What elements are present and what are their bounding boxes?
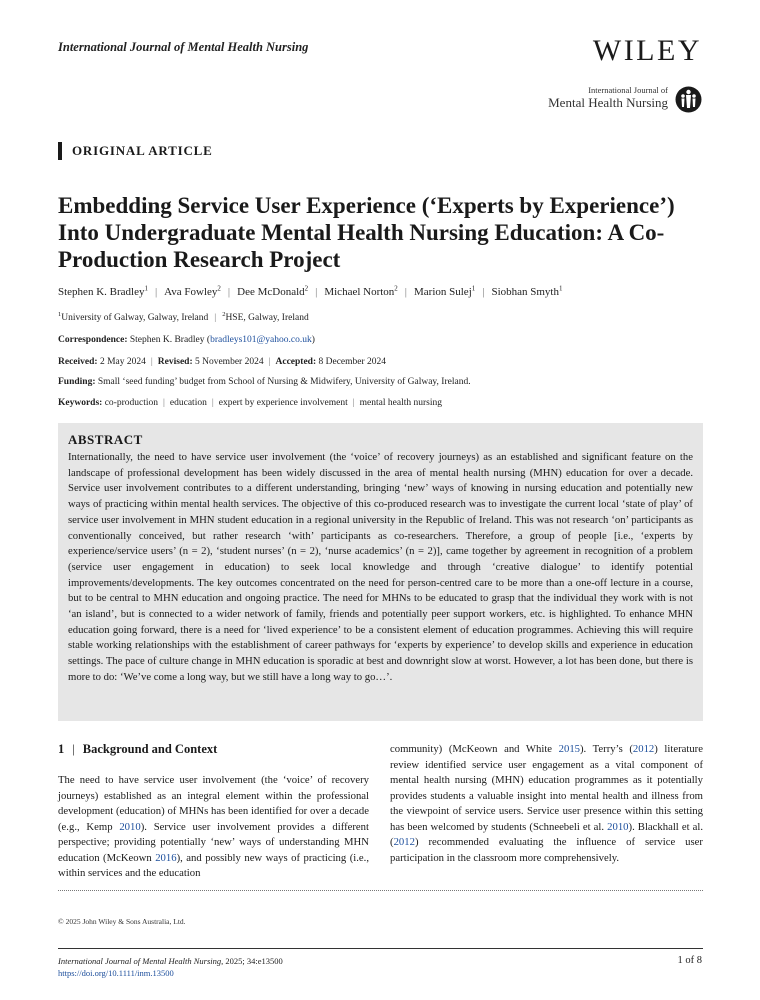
body-left-column	[58, 742, 369, 882]
abstract-box	[58, 423, 703, 721]
footnote-divider	[58, 890, 703, 891]
keyword[interactable]: expert by experience involvement	[218, 398, 348, 408]
journal-logo-text	[548, 86, 668, 111]
author-name[interactable]: Marion Sulej$^1$	[414, 284, 476, 298]
keyword[interactable]: co-production	[104, 398, 158, 408]
journal-logo[interactable]	[502, 86, 702, 116]
page-number: 1 of 8	[677, 955, 702, 966]
author-name[interactable]: Ava Fowley$^2$	[164, 284, 221, 298]
publisher-logo[interactable]: WILEY	[592, 34, 702, 67]
doi-link[interactable]: https://doi.org/10.1111/inm.13500	[58, 968, 174, 978]
article-type-label: ORIGINAL ARTICLE	[58, 142, 213, 160]
citation-link[interactable]: 2015	[558, 743, 580, 755]
footer-divider	[58, 948, 703, 949]
citation-link[interactable]: 2012	[393, 836, 415, 848]
citation-link[interactable]: 2016	[155, 851, 177, 864]
author-name[interactable]: Stephen K. Bradley$^1$	[58, 284, 148, 298]
keywords-line: Keywords: co-production | education | expert by experience involvement | mental health nursing	[58, 398, 442, 408]
citation-link[interactable]: 2010	[607, 820, 629, 833]
body-paragraph: The need to have service user involvement (the ‘voice’ of recovery journeys) established as an integral element within the professional development (education) of MHNs has been identified for over a decade (e.g., Kemp 2010). Service user involvement provides a different perspective; providing potentially ‘new’ ways of understanding MHN education (McKeown 2016), and possibly new ways of practicing (i.e., within services and the education	[58, 774, 370, 879]
body-right-column	[390, 742, 703, 866]
dates-line: Received: 2 May 2024 | Revised: 5 November 2024 | Accepted: 8 December 2024	[58, 357, 387, 367]
journal-logo-line1: International Journal of	[588, 85, 668, 95]
affiliations: $^1$University of Galway, Galway, Ireland | $^2$HSE, Galway, Ireland	[58, 311, 309, 324]
citation-link[interactable]: 2010	[119, 820, 141, 833]
nursing-emblem-icon	[675, 86, 702, 113]
author-name[interactable]: Dee McDonald$^2$	[237, 284, 309, 298]
journal-header-name: International Journal of Mental Health Nursing	[58, 40, 309, 54]
author-name[interactable]: Michael Norton$^2$	[324, 284, 398, 298]
section-heading: 1 | Background and Context	[58, 742, 218, 756]
abstract-text: Internationally, the need to have service user involvement (the ‘voice’ of recovery journeys) as an established and significant feature on the landscape of professional development has been widely discussed in the area of mental health nursing (MHN) education for over a decade. Service user involvement contributes to a different understanding, bringing ‘new’ ways of knowing in nursing education and potentially new ways of practicing within mental health services. The objective of this co-produced research was to investigate the current local ‘state of play’ of service user involvement in MHN student education in a regional university in the Republic of Ireland. This was not research ‘on’ participants as conventionally conceived, but rather research ‘with’ participants as co-researchers. Therefore, a group of people [i.e., ‘experts by experience/service users’ (n = 2), ‘student nurses’ (n = 2), ‘nurse academics’ (n = 2)], came together by agreement in recognition of a problem (service user engagement in education) to seek local knowledge and through ‘creative dialogue’ to identify potential improvements/developments. The key outcomes concentrated on the need for person-centred care to be more than a one-off lecture in a course, but to be central to MHN education and ongoing practice. The need for MHNs to be educated to grasp that the individual they work with is not ‘an island’, but is connected to a wider network of family, friends and potentially peer support workers, etc. is highlighted. To enhance MHN education going forward, there is a need for ‘lived experience’ to be a consistent element of education programmes. Achieving this will require stable working relationships with the establishment of career pathways for ‘experts by experience’ to develop skills and experience in education settings. The pace of culture change in MHN education is sporadic at best and downright slow at worst. However, a lot has been done, but there is more to do: ‘We’ve come a long way, but we still have a long way to go…’.	[68, 451, 693, 683]
correspondence-email-link[interactable]: bradleys101@yahoo.co.uk	[210, 335, 312, 345]
article-title: Embedding Service User Experience (‘Experts by Experience’) Into Undergraduate Mental Health Nursing Education: A Co-Production Research Project	[58, 193, 675, 272]
keyword[interactable]: education	[169, 398, 207, 408]
copyright-notice: © 2025 John Wiley & Sons Australia, Ltd.	[58, 917, 186, 926]
citation-link[interactable]: 2012	[632, 743, 655, 755]
funding-line: Funding: Small ‘seed funding’ budget from School of Nursing & Midwifery, University of Galway, Ireland.	[58, 377, 471, 387]
journal-logo-line2: Mental Health Nursing	[548, 94, 668, 110]
keyword[interactable]: mental health nursing	[359, 398, 442, 408]
author-list: Stephen K. Bradley$^1$ | Ava Fowley$^2$ | Dee McDonald$^2$ | Michael Norton$^2$ | Marion Sulej$^1$ | Siobhan Smyth$^1$	[58, 284, 563, 298]
footer-citation: International Journal of Mental Health Nursing, 2025; 34:e13500 https://doi.org/10.1111/inm.13500	[58, 956, 283, 978]
abstract-heading: ABSTRACT	[68, 432, 143, 447]
author-name[interactable]: Siobhan Smyth$^1$	[491, 284, 563, 298]
body-paragraph: community) (McKeown and White 2015). Terry’s (2012) literature review identified service user engagement as a vital component of mental health nursing (MHN) education programmes as it potentially provides students a valuable insight into mental health and illness from the viewpoint of service users. Service user presence within this setting has been welcomed by students (Schneebeli et al. 2010). Blackhall et al. (2012) recommended evaluating the influence of service user participation in the classroom more comprehensively.	[390, 743, 703, 864]
correspondence-line: Correspondence: Stephen K. Bradley (bradleys101@yahoo.co.uk)	[58, 335, 315, 345]
